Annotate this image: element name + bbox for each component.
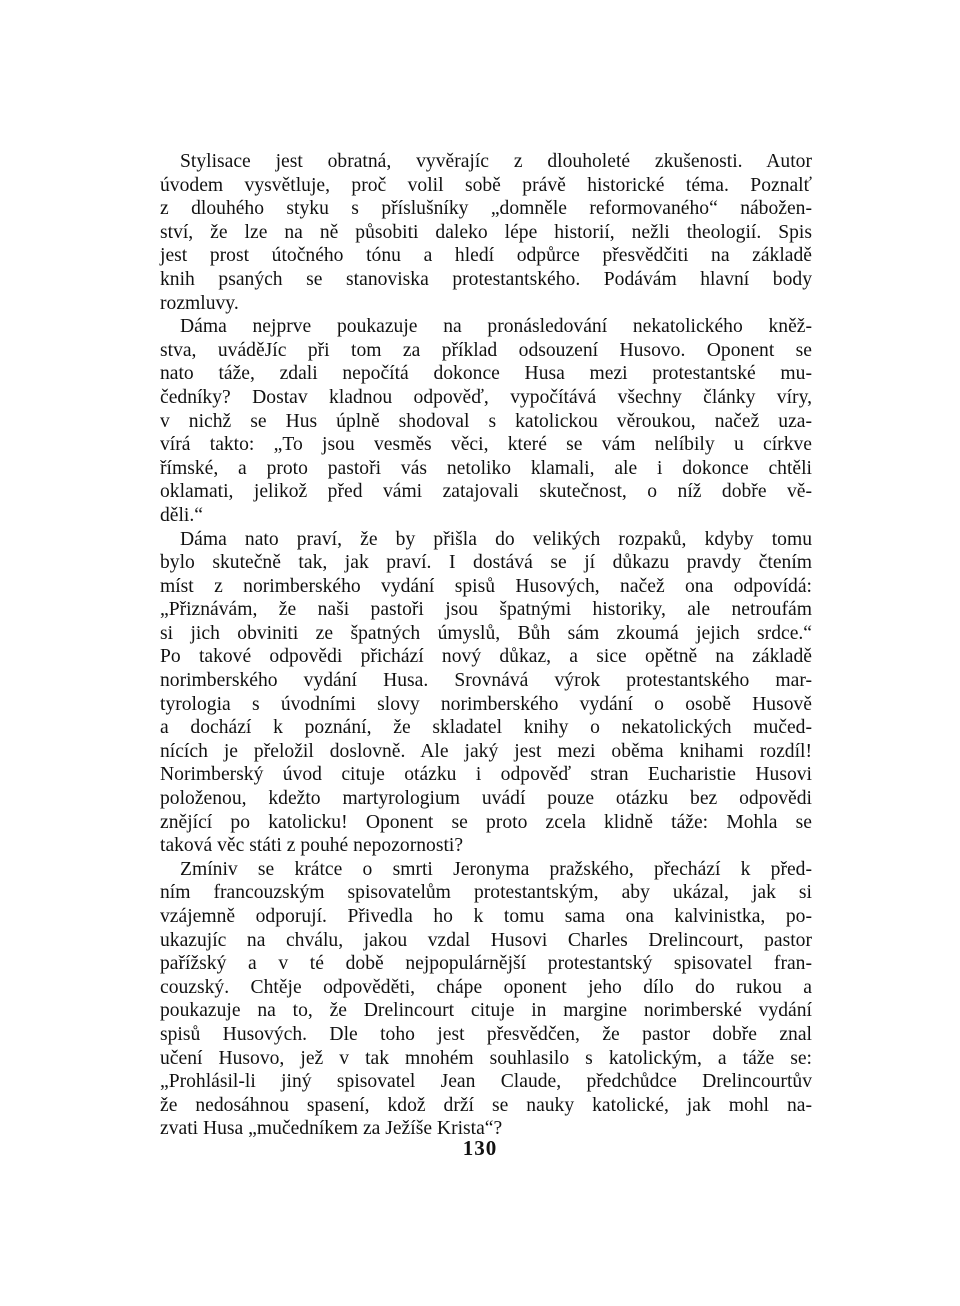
text-line: „Přiznávám, že naši pastoři jsou špatnými historiky, ale netroufám [160,599,812,621]
text-line: pařížský a v té době nejpopulárnější protestantský spisovatel fran- [160,953,812,975]
text-line: rozmluvy. [160,292,239,314]
text-line: vzájemně odporují. Přivedla ho k tomu sama ona kalvinistka, po- [160,906,812,927]
text-line: poukazuje na to, že Drelincourt cituje in margine norimberské vydání [160,1000,812,1022]
text-line: ství, že lze na ně působiti daleko lépe historií, nežli theologií. Spis [160,221,812,243]
text-line: Norimberský úvod cituje otázku i odpověď stran Eucharistie Husovi [160,764,812,786]
text-line: bylo skutečně tak, jak praví. I dostává se jí důkazu pravdy čtením [160,552,812,574]
text-line: úvodem vysvětluje, proč volil sobě právě historické téma. Poznalť [160,174,812,196]
text-line: knih psaných se stanoviska protestantského. Podávám hlavní body [160,268,812,290]
text-line: z dlouhého styku s příslušníky „domněle reformovaného“ nábožen- [160,198,812,220]
text-line: „Prohlásil-li jiný spisovatel Jean Claude, předchůdce Drelincourtův [160,1071,812,1093]
text-line: a dochází k poznání, že skladatel knihy o nekatolických mučed- [160,717,812,739]
text-line: oklamati, jelikož před vámi zatajovali skutečnost, o níž dobře vě- [160,481,812,503]
text-line: jest prost útočného tónu a hledí odpůrce přesvědčiti na základě [160,245,812,267]
text-line: zvati Husa „mučedníkem za Ježíše Krista“? [160,1118,503,1140]
text-line: norimberského vydání Husa. Srovnává výrok protestantského mar- [160,670,812,692]
page-body [160,150,812,1141]
text-line: míst z norimberského vydání spisů Husových, načež ona odpovídá: [160,575,812,597]
text-line: tyrologia s úvodními slovy norimberského vydání o osobě Husově [160,693,812,715]
text-line: znějící po katolicku! Oponent se proto zcela klidně táže: Mohla se [160,811,812,833]
text-line: Stylisace jest obratná, vyvěrajíc z dlouholeté zkušenosti. Autor [180,151,812,172]
text-line: taková věc státi z pouhé nepozornosti? [160,835,464,857]
text-line: Po takové odpovědi přichází nový důkaz, a sice opětně na základě [160,646,812,668]
text-line: ukazujíc na chválu, jakou vzdal Husovi Charles Drelincourt, pastor [160,929,812,951]
text-line: nato táže, zdali nepočítá dokonce Husa mezi protestantské mu- [160,363,812,385]
text-line: učení Husovo, jež v tak mnohém souhlasilo s katolickým, a táže se: [160,1047,812,1069]
text-line: že nedosáhnou spasení, kdož drží se nauky katolické, jak mohl na- [160,1094,812,1116]
text-line: v nichž se Hus úplně shodoval s katolickou věroukou, načež uza- [160,410,812,432]
text-line: Dáma nejprve poukazuje na pronásledování nekatolického kněž- [180,316,812,338]
text-line: nících je přeložil doslovně. Ale jaký jest mezi oběma knihami rozdíl! [160,740,812,762]
text-line: čedníky? Dostav kladnou odpověď, vypočítává všechny články víry, [160,386,812,408]
text-line: si jich obviniti ze špatných úmyslů, Bůh sám zkoumá jejich srdce.“ [160,622,812,644]
text-line: Dáma nato praví, že by přišla do velikých rozpaků, kdyby tomu [180,528,812,550]
text-line: couzský. Chtěje odpověděti, chápe oponent jeho dílo do rukou a [160,976,812,998]
text-line: Zmíniv se krátce o smrti Jeronyma pražského, přechází k před- [180,858,812,880]
page-number: 130 [462,1136,498,1160]
text-line: ním francouzským spisovatelům protestantským, aby ukázal, jak si [160,882,812,904]
text-line: položenou, kdežto martyrologium uvádí pouze otázku bez odpovědi [160,788,812,810]
text-line: římské, a proto pastoři vás netoliko klamali, ale i dokonce chtěli [160,457,812,479]
text-line: děli.“ [160,504,203,526]
text-line: spisů Husových. Dle toho jest přesvědčen, že pastor dobře znal [160,1023,812,1045]
text-line: stva, uváděJíc při tom za příklad odsouzení Husovo. Oponent se [160,339,812,361]
text-line: vírá takto: „To jsou vesměs věci, které se vám nelíbily u církve [160,434,812,456]
